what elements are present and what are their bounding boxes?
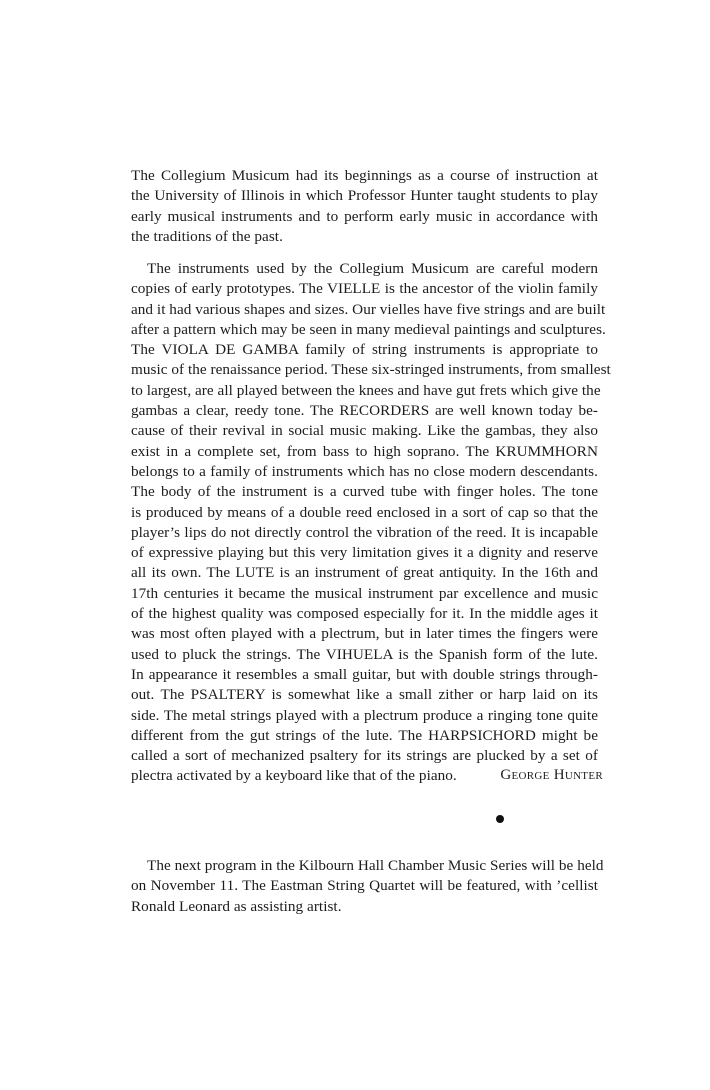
paragraph-instruments-description [131,259,611,787]
text-line: used to pluck the strings. The VIHUELA is the Spanish form of the lute. [131,645,598,663]
text-line: plectra activated by a keyboard like that of the piano. [131,767,457,785]
text-line: the traditions of the past. [131,227,283,245]
text-line: called a sort of mechanized psaltery for its strings are plucked by a set of [131,747,598,765]
text-line: on November 11. The Eastman String Quartet will be featured, with ’cellist [131,877,598,895]
text-line: out. The PSALTERY is somewhat like a small zither or harp laid on its [131,686,598,704]
text-line: In appearance it resembles a small guitar, but with double strings through- [131,665,598,683]
text-line: The body of the instrument is a curved tube with finger holes. The tone [131,483,598,501]
text-line: was most often played with a plectrum, but in later times the fingers were [131,625,598,643]
text-line: to largest, are all played between the knees and have gut frets which give the [131,381,601,399]
text-line: after a pattern which may be seen in many medieval paintings and sculptures. [131,320,606,338]
paragraph-next-program-announcement [131,856,604,917]
text-line: The VIOLA DE GAMBA family of string instruments is appropriate to [131,341,598,359]
text-line: different from the gut strings of the lute. The HARPSICHORD might be [131,726,598,744]
text-line: belongs to a family of instruments which has no close modern descendants. [131,462,598,480]
text-line: side. The metal strings played with a plectrum produce a ringing tone quite [131,706,598,724]
text-line: music of the renaissance period. These six-stringed instruments, from smallest [131,361,611,379]
text-line: of the highest quality was composed especially for it. In the middle ages it [131,605,598,623]
text-line: and it had various shapes and sizes. Our vielles have five strings and are built [131,300,606,318]
text-line: cause of their revival in social music making. Like the gambas, they also [131,422,598,440]
text-line: The next program in the Kilbourn Hall Chamber Music Series will be held [147,857,604,874]
text-line: The instruments used by the Collegium Musicum are careful modern [147,260,598,277]
section-separator-bullet-icon [496,815,504,823]
text-line: The Collegium Musicum had its beginnings as a course of instruction at [131,167,598,184]
text-line: 17th centuries it became the musical instrument par excellence and music [131,584,598,602]
text-line: player’s lips do not directly control the vibration of the reed. It is incapable [131,523,598,541]
author-signature: George Hunter [500,767,603,783]
paragraph-collegium-history [131,166,598,247]
text-line: the University of Illinois in which Professor Hunter taught students to play [131,187,598,205]
text-line: exist in a complete set, from bass to high soprano. The KRUMMHORN [131,442,598,460]
text-line: is produced by means of a double reed enclosed in a sort of cap so that the [131,503,598,521]
text-line: gambas a clear, reedy tone. The RECORDERS are well known today be- [131,402,598,420]
text-line: of expressive playing but this very limitation gives it a dignity and reserve [131,544,598,562]
text-line: copies of early prototypes. The VIELLE is the ancestor of the violin family [131,280,598,298]
text-line: early musical instruments and to perform early music in accordance with [131,207,598,225]
text-line: Ronald Leonard as assisting artist. [131,897,342,915]
text-line: all its own. The LUTE is an instrument of great antiquity. In the 16th and [131,564,598,582]
